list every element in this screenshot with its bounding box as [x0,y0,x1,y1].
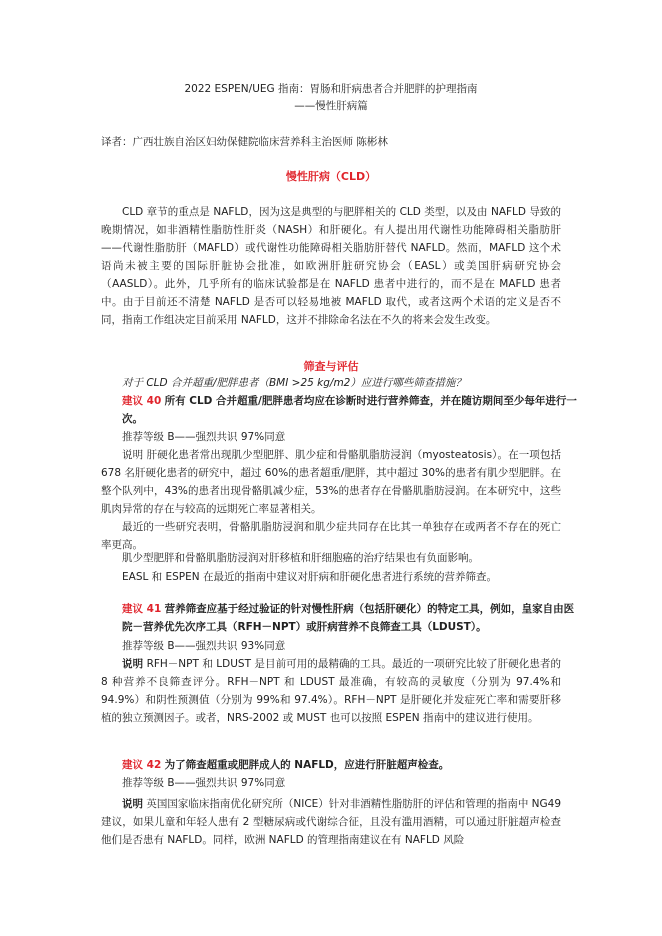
rec40-text: 所有 CLD 合并超重/肥胖患者均应在诊断时进行营养筛查，并在随访期间至少每年进行一次。 [122,395,577,425]
title-line-2: ——慢性肝病篇 [294,100,368,112]
rec40-paragraph-3: 肌少型肥胖和骨骼肌脂肪浸润对肝移植和肝细胞癌的治疗结果也有负面影响。 [122,552,479,564]
rec40-paragraph-4: EASL 和 ESPEN 在最近的指南中建议对肝病和肝硬化患者进行系统的营养筛查。 [122,571,497,583]
recommendation-40 [101,392,582,428]
recommendation-41 [101,600,582,636]
rec41-note [101,655,561,727]
rec42-label: 建议 42 [122,759,162,771]
recommendation-42 [101,756,582,774]
rec40-note [101,446,561,518]
rec41-note-text: RFH－NPT 和 LDUST 是目前可用的最精确的工具。最近的一项研究比较了肝硬化患者的 8 种营养不良筛查评分。RFH－NPT 和 LDUST 最准确，有较高的灵敏度（分别为 97.4%和 94.9%）和阴性预测值（分别为 99%和 97.4%）。RFH－NPT 是肝硬化并发症死亡率和需要肝移植的独立预测因子。或者，NRS-2002 或 MUST 也可以按照 ESPEN 指南中的建议进行使用。 [101,658,562,724]
rec40-grade: 推荐等级 B——强烈共识 97%同意 [122,431,286,443]
section-heading-screening: 筛查与评估 [303,360,359,373]
rec40-label: 建议 40 [122,395,162,407]
rec42-grade: 推荐等级 B——强烈共识 97%同意 [122,777,286,789]
title-line-1: 2022 ESPEN/UEG 指南：胃肠和肝病患者合并肥胖的护理指南 [184,83,478,95]
document-title [101,81,561,115]
rec41-note-label: 说明 [122,658,144,670]
screening-question: 对于 CLD 合并超重/肥胖患者（BMI >25 kg/m2）应进行哪些筛查措施？ [122,377,466,389]
rec40-paragraph-2: 最近的一些研究表明，骨骼肌脂肪浸润和肌少症共同存在比其一单独存在或两者不存在的死亡率更高。 [101,521,561,551]
intro-paragraph: CLD 章节的重点是 NAFLD，因为这是典型的与肥胖相关的 CLD 类型，以及由 NAFLD 导致的晚期情况，如非酒精性脂肪性肝炎（NASH）和肝硬化。有人提出用代谢性功能障碍相关脂肪肝——代谢性脂肪肝（MAFLD）或代谢性功能障碍相关脂肪肝替代 NAFLD。然而，MAFLD 这个术语尚未被主要的国际肝脏协会批准，如欧洲肝脏研究协会（EASL）或美国肝病研究协会（AASLD）。此外，几乎所有的临床试验都是在 NAFLD 患者中进行的，而不是在 MAFLD 患者中。由于目前还不清楚 NAFLD 是否可以轻易地被 MAFLD 取代，或者这两个术语的定义是否不同，指南工作组决定目前采用 NAFLD，这并不排除命名法在不久的将来会发生改变。 [101,206,561,326]
rec40-note-label: 说明 [122,449,144,461]
rec42-note-label: 说明 [122,798,144,810]
rec41-text: 营养筛查应基于经过验证的针对慢性肝病（包括肝硬化）的特定工具，例如，皇家自由医院－营养优先次序工具（RFH－NPT）或肝病营养不良筛查工具（LDUST）。 [122,603,575,633]
rec42-note [101,795,561,849]
rec41-label: 建议 41 [122,603,162,615]
rec42-text: 为了筛查超重或肥胖成人的 NAFLD，应进行肝脏超声检查。 [164,759,450,771]
section-heading-cld: 慢性肝病（CLD） [285,170,377,183]
rec42-note-text: 英国国家临床指南优化研究所（NICE）针对非酒精性脂肪肝的评估和管理的指南中 NG49 建议，如果儿童和年轻人患有 2 型糖尿病或代谢综合征，且没有滥用酒精，可以通过肝脏超声检查他们是否患有 NAFLD。同样，欧洲 NAFLD 的管理指南建议在有 NAFLD 风险 [101,798,562,846]
rec40-note-text: 肝硬化患者常出现肌少型肥胖、肌少症和骨骼肌脂肪浸润（myosteatosis）。在一项包括 678 名肝硬化患者的研究中，超过 60%的患者超重/肥胖，其中超过 30%的患者有肌少型肥胖。在整个队列中，43%的患者出现骨骼肌减少症，53%的患者存在骨骼肌脂肪浸润。在本研究中，这些肌肉异常的存在与较高的远期死亡率显著相关。 [101,449,562,515]
rec41-grade: 推荐等级 B——强烈共识 93%同意 [122,640,286,652]
translator-line: 译者：广西壮族自治区妇幼保健院临床营养科主治医师 陈彬林 [101,136,388,148]
